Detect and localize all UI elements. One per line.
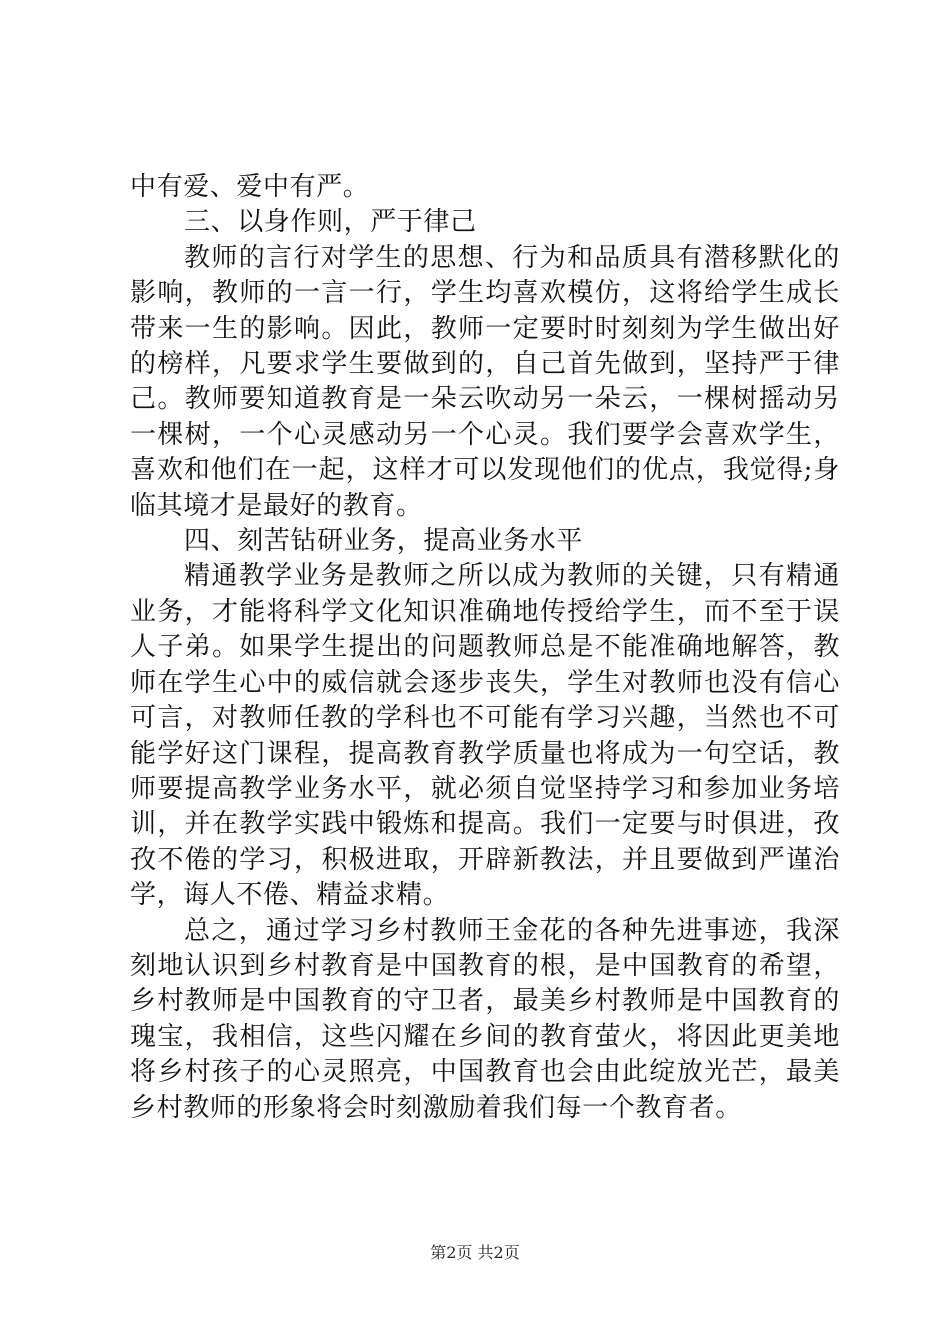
paragraph-conclusion: 总之，通过学习乡村教师王金花的各种先进事迹，我深刻地认识到乡村教育是中国教育的根，是中国教育的希望，乡村教师是中国教育的守卫者，最美乡村教师是中国教育的瑰宝，我相信，这些闪耀在乡间的教育萤火，将因此更美地将乡村孩子的心灵照亮，中国教育也会由此绽放光芒，最美乡村教师的形象将会时刻激励着我们每一个教育者。 (130, 915, 840, 1123)
paragraph-lead-by-example: 教师的言行对学生的思想、行为和品质具有潜移默化的影响，教师的一言一行，学生均喜欢模仿，这将给学生成长带来一生的影响。因此，教师一定要时时刻刻为学生做出好的榜样，凡要求学生要做到的，自己首先做到，坚持严于律己。教师要知道教育是一朵云吹动另一朵云，一棵树摇动另一棵树，一个心灵感动另一个心灵。我们要学会喜欢学生，喜欢和他们在一起，这样才可以发现他们的优点，我觉得;身临其境才是最好的教育。 (130, 242, 840, 521)
section-heading-4: 四、刻苦钻研业务，提高业务水平 (184, 526, 584, 557)
page-number-footer: 第2页 共2页 (430, 1243, 520, 1262)
document-body (130, 170, 840, 1126)
paragraph-continuation: 中有爱、爱中有严。 (130, 172, 370, 202)
paragraph-professional-study: 精通教学业务是教师之所以成为教师的关键，只有精通业务，才能将科学文化知识准确地传授给学生，而不至于误人子弟。如果学生提出的问题教师总是不能准确地解答，教师在学生心中的威信就会逐步丧失，学生对教师也没有信心可言，对教师任教的学科也不可能有学习兴趣，当然也不可能学好这门课程，提高教育教学质量也将成为一句空话，教师要提高教学业务水平，就必须自觉坚持学习和参加业务培训，并在教学实践中锻炼和提高。我们一定要与时俱进，孜孜不倦的学习，积极进取，开辟新教法，并且要做到严谨治学，诲人不倦、精益求精。 (130, 561, 840, 911)
section-heading-3: 三、以身作则，严于律己 (184, 207, 477, 238)
